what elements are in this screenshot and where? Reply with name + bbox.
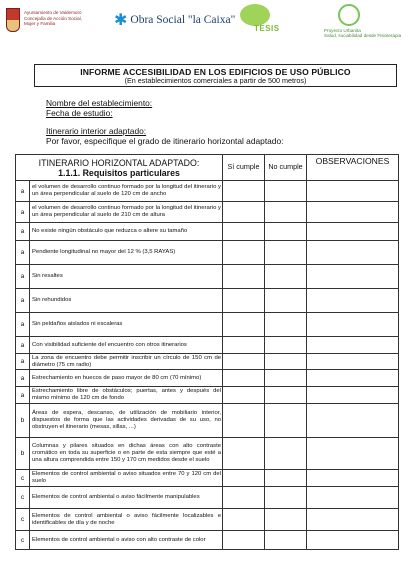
table-row (16, 370, 399, 387)
row-code: a (16, 202, 30, 223)
table-row (16, 470, 399, 487)
yes-cell[interactable] (223, 313, 265, 337)
yes-cell[interactable] (223, 531, 265, 550)
yes-column-header: Sí cumple (223, 155, 265, 181)
no-cell[interactable] (265, 313, 307, 337)
degree-instruction: Por favor, especifique el grado de itinerario horizontal adaptado: (46, 136, 284, 146)
requirement-text: Sin peldaños aislados ni escaleras (30, 313, 223, 337)
yes-cell[interactable] (223, 438, 265, 470)
observations-cell[interactable] (307, 438, 399, 470)
row-code: c (16, 470, 30, 487)
observations-cell[interactable] (307, 337, 399, 354)
observations-cell[interactable] (307, 313, 399, 337)
yes-cell[interactable] (223, 265, 265, 289)
observations-column-header: OBSERVACIONES (307, 155, 399, 181)
observations-cell[interactable] (307, 531, 399, 550)
requirement-text: Columnas y pilares situados en dichas áreas con alto contraste cromático en toda su superficie o en parte de esta siempre que esté a una altura comprendida entre 150 y 170 cm medidos desde el suelo (30, 438, 223, 470)
row-code: a (16, 241, 30, 265)
observations-cell[interactable] (307, 202, 399, 223)
requirements-table (15, 154, 399, 550)
coat-of-arms-icon (6, 8, 20, 32)
no-cell[interactable] (265, 531, 307, 550)
no-cell[interactable] (265, 509, 307, 531)
requirement-text: Sin resaltes (30, 265, 223, 289)
yes-cell[interactable] (223, 404, 265, 438)
row-code: a (16, 313, 30, 337)
requirement-text: el volumen de desarrollo continuo formado por la longitud del itinerario y un área perpendicular al suelo de 120 cm de ancho (30, 181, 223, 202)
table-row (16, 531, 399, 550)
tesis-text: TESIS (254, 24, 280, 33)
yes-cell[interactable] (223, 202, 265, 223)
observations-cell[interactable] (307, 470, 399, 487)
requirement-text: Elementos de control ambiental o aviso fácilmente localizables e identificables de día y de noche (30, 509, 223, 531)
table-row (16, 487, 399, 509)
no-cell[interactable] (265, 354, 307, 370)
caixa-text: Obra Social "la Caixa" (130, 14, 236, 26)
table-row (16, 265, 399, 289)
row-code: c (16, 509, 30, 531)
yes-cell[interactable] (223, 181, 265, 202)
no-cell[interactable] (265, 470, 307, 487)
row-code: a (16, 370, 30, 387)
no-cell[interactable] (265, 404, 307, 438)
proyecto-line-1: Proyecto Urbanita (324, 28, 361, 33)
report-title: INFORME ACCESIBILIDAD EN LOS EDIFICIOS DE USO PÚBLICO (80, 67, 351, 77)
yes-cell[interactable] (223, 241, 265, 265)
interior-itinerary-label: Itinerario interior adaptado: (46, 126, 147, 136)
establishment-name-label: Nombre del establecimiento: (46, 98, 153, 108)
table-row (16, 354, 399, 370)
table-row (16, 289, 399, 313)
yes-cell[interactable] (223, 289, 265, 313)
requirement-text: La zona de encuentro debe permitir inscribir un círculo de 150 cm de diámetro (75 cm radio) (30, 354, 223, 370)
no-cell[interactable] (265, 202, 307, 223)
no-cell[interactable] (265, 265, 307, 289)
row-code: c (16, 487, 30, 509)
requirement-text: Estrechamiento en huecos de paso mayor de 80 cm (70 mínimo) (30, 370, 223, 387)
requirement-text: Pendiente longitudinal no mayor del 12 % (3,5 RAYAS) (30, 241, 223, 265)
leaf-icon (240, 4, 270, 26)
observations-cell[interactable] (307, 370, 399, 387)
table-row (16, 223, 399, 241)
proyecto-logo (324, 4, 410, 39)
report-subtitle: (En establecimientos comerciales a partir de 500 metros) (124, 76, 307, 85)
no-cell[interactable] (265, 241, 307, 265)
requirement-text: Sin rehundidos (30, 289, 223, 313)
row-code: a (16, 354, 30, 370)
itinerary-header-title: ITINERARIO HORIZONTAL ADAPTADO: (38, 157, 200, 168)
no-cell[interactable] (265, 438, 307, 470)
requirement-text: Elementos de control ambiental o aviso fácilmente manipulables (30, 487, 223, 509)
tesis-logo (234, 4, 294, 40)
table-row (16, 313, 399, 337)
no-cell[interactable] (265, 223, 307, 241)
no-column-header: No cumple (265, 155, 307, 181)
requirement-text: el volumen de desarrollo continuo formado por la longitud del itinerario y un área perpendicular al suelo de 210 cm de altura (30, 202, 223, 223)
no-cell[interactable] (265, 181, 307, 202)
observations-cell[interactable] (307, 387, 399, 404)
caixa-logo (114, 12, 235, 28)
ayuntamiento-logo (6, 2, 106, 32)
row-code: a (16, 265, 30, 289)
yes-cell[interactable] (223, 354, 265, 370)
yes-cell[interactable] (223, 337, 265, 354)
row-code: b (16, 438, 30, 470)
ayuntamiento-line-1: Ayuntamiento de Valdemoro (24, 10, 82, 15)
star-icon: ✱ (114, 10, 128, 29)
no-cell[interactable] (265, 337, 307, 354)
table-row (16, 404, 399, 438)
yes-cell[interactable] (223, 487, 265, 509)
table-row (16, 241, 399, 265)
observations-cell[interactable] (307, 223, 399, 241)
row-code: a (16, 223, 30, 241)
observations-cell[interactable] (307, 181, 399, 202)
table-header-row (16, 155, 399, 181)
requirement-text: Estrechamiento libre de obstáculos; puertas, antes y después del mismo mínimo de 120 cm de fondo (30, 387, 223, 404)
globe-icon (338, 4, 360, 26)
study-date-label: Fecha de estudio: (46, 108, 113, 118)
requirement-text: Áreas de espera, descanso, de utilización de mobiliario interior, dispuestos de forma que las actividades derivadas de su uso, no obstruyen el itinerario (mesas, sillas, ...) (30, 404, 223, 438)
itinerary-header-subtitle: 1.1.1. Requisitos particulares (58, 167, 180, 178)
table-row (16, 438, 399, 470)
row-code: b (16, 404, 30, 438)
requirement-text: No existe ningún obstáculo que reduzca o altere su tamaño (30, 223, 223, 241)
table-row (16, 181, 399, 202)
row-code: a (16, 289, 30, 313)
no-cell[interactable] (265, 387, 307, 404)
ayuntamiento-line-2: Concejalía de Acción Social, (24, 15, 82, 21)
requirement-text: Con visibilidad suficiente del encuentro con otros itinerarios (30, 337, 223, 354)
table-row (16, 202, 399, 223)
no-cell[interactable] (265, 289, 307, 313)
yes-cell[interactable] (223, 370, 265, 387)
no-cell[interactable] (265, 370, 307, 387)
row-code: a (16, 337, 30, 354)
proyecto-line-2: Salud, sociabilidad desde Fisioterapia (324, 33, 402, 39)
table-row (16, 509, 399, 531)
row-code: a (16, 181, 30, 202)
observations-cell[interactable] (307, 487, 399, 509)
header-logos (6, 2, 410, 42)
row-code: a (16, 387, 30, 404)
yes-cell[interactable] (223, 387, 265, 404)
itinerary-header (16, 155, 223, 181)
table-row (16, 337, 399, 354)
observations-cell[interactable] (307, 354, 399, 370)
requirement-text: Elementos de control ambiental o aviso situados entre 70 y 120 cm del suelo (30, 470, 223, 487)
requirement-text: Elementos de control ambiental o aviso con alto contraste de color (30, 531, 223, 550)
observations-cell[interactable] (307, 265, 399, 289)
yes-cell[interactable] (223, 470, 265, 487)
no-cell[interactable] (265, 487, 307, 509)
yes-cell[interactable] (223, 223, 265, 241)
observations-cell[interactable] (307, 241, 399, 265)
table-row (16, 387, 399, 404)
report-title-box (34, 64, 397, 87)
observations-cell[interactable] (307, 289, 399, 313)
observations-cell[interactable] (307, 509, 399, 531)
row-code: c (16, 531, 30, 550)
observations-cell[interactable] (307, 404, 399, 438)
yes-cell[interactable] (223, 509, 265, 531)
ayuntamiento-line-3: Mujer y Familia (24, 21, 56, 27)
